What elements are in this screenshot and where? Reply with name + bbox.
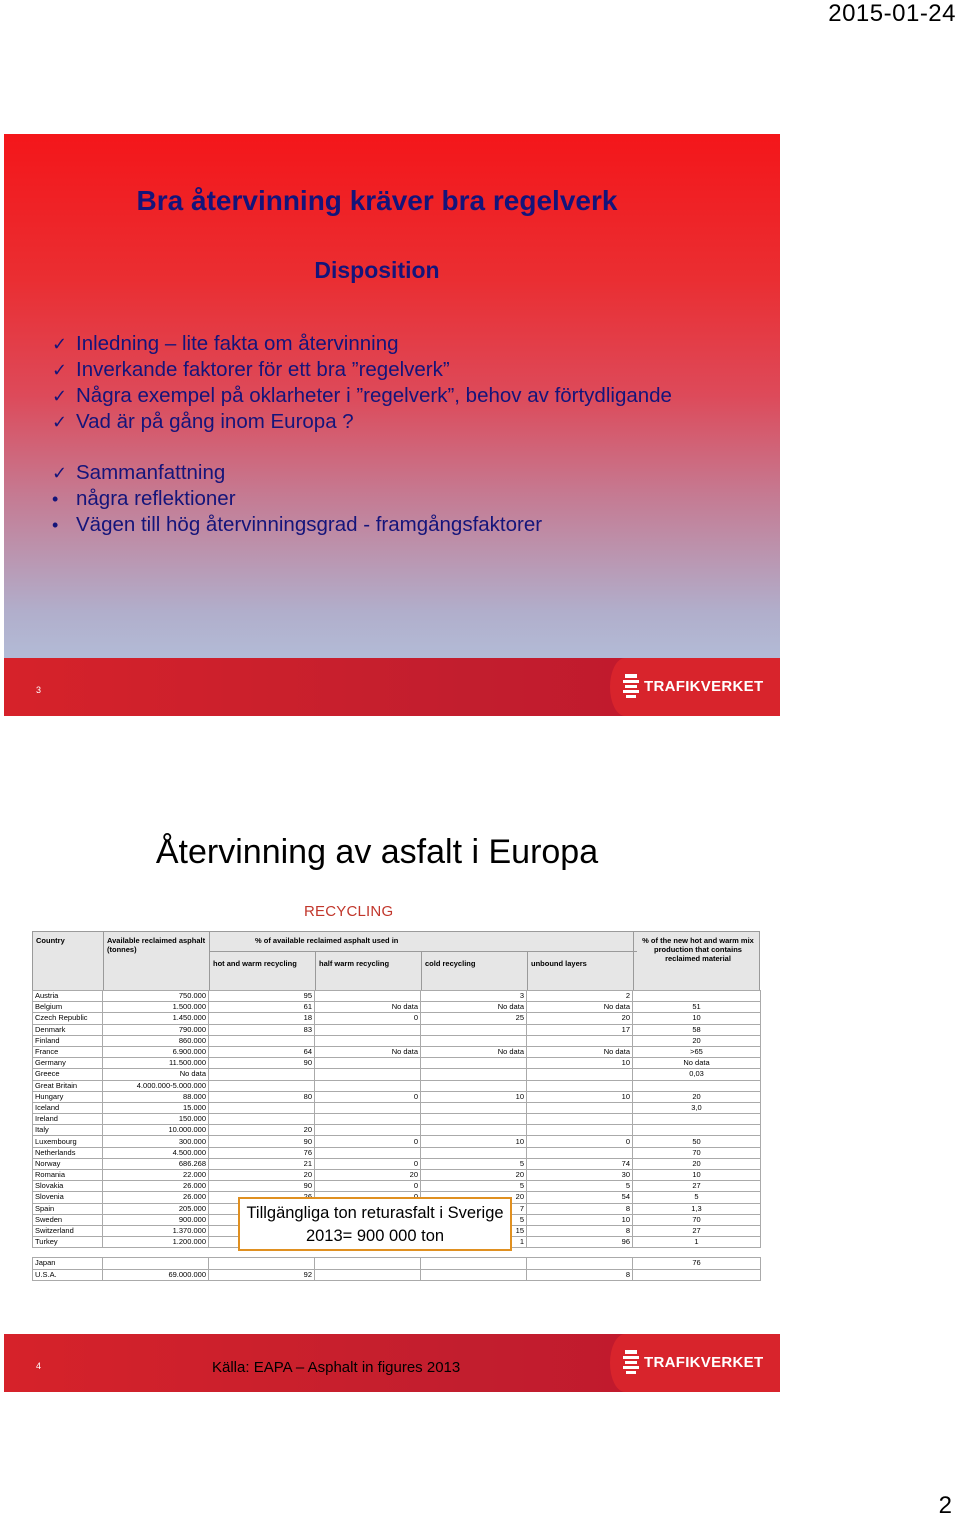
value-cell (315, 1035, 421, 1046)
country-cell: Ireland (33, 1114, 103, 1125)
value-cell (315, 1147, 421, 1158)
value-cell: 205.000 (103, 1203, 209, 1214)
value-cell (633, 1114, 761, 1125)
value-cell: 1,3 (633, 1203, 761, 1214)
value-cell: 10 (527, 1058, 633, 1069)
value-cell: 18 (209, 1013, 315, 1024)
value-cell: 1.450.000 (103, 1013, 209, 1024)
value-cell: No data (527, 1002, 633, 1013)
value-cell: No data (633, 1058, 761, 1069)
logo-text: TRAFIKVERKET (644, 678, 764, 695)
value-cell (633, 991, 761, 1002)
value-cell: 50 (633, 1136, 761, 1147)
value-cell: 70 (633, 1147, 761, 1158)
trafikverket-logo (610, 1334, 780, 1392)
table-row (33, 1013, 761, 1024)
value-cell: 11.500.000 (103, 1058, 209, 1069)
value-cell (315, 1258, 421, 1269)
value-cell (421, 1125, 527, 1136)
country-cell: Iceland (33, 1102, 103, 1113)
value-cell (421, 1269, 527, 1280)
value-cell (421, 1080, 527, 1091)
value-cell (315, 1102, 421, 1113)
table-row (33, 1058, 761, 1069)
value-cell: 900.000 (103, 1214, 209, 1225)
slide-disposition (4, 134, 780, 716)
value-cell: 7 (421, 1203, 527, 1214)
slide-number: 3 (36, 685, 42, 695)
checkmark-icon: ✓ (52, 360, 68, 380)
country-cell: Turkey (33, 1237, 103, 1248)
value-cell: 10 (421, 1136, 527, 1147)
country-cell: Czech Republic (33, 1013, 103, 1024)
value-cell: 58 (633, 1024, 761, 1035)
value-cell: 74 (527, 1158, 633, 1169)
value-cell: No data (315, 1002, 421, 1013)
value-cell (633, 1125, 761, 1136)
header-half-warm: half warm recycling (319, 959, 390, 968)
value-cell: 76 (209, 1147, 315, 1158)
value-cell: 25 (421, 1013, 527, 1024)
value-cell: 20 (421, 1170, 527, 1181)
value-cell: 26.000 (103, 1181, 209, 1192)
country-cell: France (33, 1046, 103, 1057)
value-cell (315, 1058, 421, 1069)
value-cell: 26.000 (103, 1192, 209, 1203)
table-row (33, 1091, 761, 1102)
value-cell (527, 1102, 633, 1113)
value-cell: 6.900.000 (103, 1046, 209, 1057)
country-cell: Denmark (33, 1024, 103, 1035)
value-cell: 0 (315, 1136, 421, 1147)
value-cell: 10.000.000 (103, 1125, 209, 1136)
table-row (33, 1136, 761, 1147)
value-cell: 10 (527, 1091, 633, 1102)
value-cell: 20 (633, 1035, 761, 1046)
value-cell: 88.000 (103, 1091, 209, 1102)
value-cell (527, 1125, 633, 1136)
value-cell: 61 (209, 1002, 315, 1013)
country-cell: Japan (33, 1258, 103, 1269)
header-available: Available reclaimed asphalt (tonnes) (107, 936, 206, 954)
value-cell (527, 1114, 633, 1125)
trafikverket-logo (610, 658, 780, 716)
source-text: Källa: EAPA – Asphalt in figures 2013 (212, 1359, 461, 1376)
value-cell: 10 (633, 1013, 761, 1024)
value-cell: 90 (209, 1181, 315, 1192)
header-pct-new: % of the new hot and warm mix production that contains reclaimed material (642, 936, 754, 963)
value-cell: No data (421, 1046, 527, 1057)
value-cell: 5 (421, 1158, 527, 1169)
table-row (33, 991, 761, 1002)
value-cell (315, 1080, 421, 1091)
table-row (33, 1024, 761, 1035)
country-cell: Belgium (33, 1002, 103, 1013)
value-cell (315, 1069, 421, 1080)
value-cell (421, 1069, 527, 1080)
value-cell: 860.000 (103, 1035, 209, 1046)
value-cell: 20 (633, 1091, 761, 1102)
value-cell (421, 1024, 527, 1035)
value-cell (315, 1114, 421, 1125)
value-cell: 3 (421, 991, 527, 1002)
value-cell: 96 (527, 1237, 633, 1248)
value-cell: 10 (633, 1170, 761, 1181)
country-cell: Hungary (33, 1091, 103, 1102)
country-cell: Finland (33, 1035, 103, 1046)
value-cell: No data (527, 1046, 633, 1057)
country-cell: Sweden (33, 1214, 103, 1225)
value-cell (315, 991, 421, 1002)
checkmark-icon: ✓ (52, 412, 68, 432)
value-cell: 90 (209, 1058, 315, 1069)
header-unbound: unbound layers (531, 959, 587, 968)
value-cell (633, 1269, 761, 1280)
list-item-text: några reflektioner (76, 487, 236, 510)
country-cell: Greece (33, 1069, 103, 1080)
header-pct-used: % of available reclaimed asphalt used in (255, 936, 399, 945)
value-cell: 20 (209, 1125, 315, 1136)
value-cell: 0 (315, 1181, 421, 1192)
value-cell (103, 1258, 209, 1269)
value-cell: 20 (315, 1170, 421, 1181)
value-cell (633, 1080, 761, 1091)
country-cell: U.S.A. (33, 1269, 103, 1280)
slide-subtitle: Disposition (314, 257, 440, 283)
value-cell (209, 1069, 315, 1080)
bullet-icon: • (52, 515, 59, 535)
country-cell: Italy (33, 1125, 103, 1136)
value-cell: 5 (421, 1181, 527, 1192)
bullet-icon: • (52, 489, 59, 509)
list-item-text: Några exempel på oklarheter i ”regelverk”, behov av förtydligande (76, 384, 672, 407)
value-cell: 27 (633, 1181, 761, 1192)
value-cell: 1 (421, 1237, 527, 1248)
table-row (33, 1158, 761, 1169)
value-cell: 0,03 (633, 1069, 761, 1080)
value-cell: 790.000 (103, 1024, 209, 1035)
list-item-text: Inverkande faktorer för ett bra ”regelverk” (76, 358, 450, 381)
table-row (33, 1080, 761, 1091)
value-cell: 8 (527, 1269, 633, 1280)
country-cell: Germany (33, 1058, 103, 1069)
value-cell: 80 (209, 1091, 315, 1102)
value-cell (421, 1058, 527, 1069)
value-cell: 20 (527, 1013, 633, 1024)
summary-list (50, 460, 542, 538)
table-row (33, 1125, 761, 1136)
slide-title: Återvinning av asfalt i Europa (155, 833, 599, 871)
value-cell: 4.500.000 (103, 1147, 209, 1158)
value-cell (527, 1258, 633, 1269)
value-cell: 83 (209, 1024, 315, 1035)
value-cell (209, 1035, 315, 1046)
value-cell: 21 (209, 1158, 315, 1169)
list-item (50, 409, 672, 435)
checkmark-icon: ✓ (52, 463, 68, 483)
value-cell (209, 1102, 315, 1113)
value-cell (315, 1024, 421, 1035)
value-cell: 10 (527, 1214, 633, 1225)
value-cell: 20 (633, 1158, 761, 1169)
value-cell: 300.000 (103, 1136, 209, 1147)
logo-text: TRAFIKVERKET (644, 1354, 764, 1371)
value-cell: 64 (209, 1046, 315, 1057)
list-item (50, 331, 672, 357)
value-cell: 95 (209, 991, 315, 1002)
country-cell: Romania (33, 1170, 103, 1181)
value-cell: 0 (315, 1013, 421, 1024)
slide-title: Bra återvinning kräver bra regelverk (136, 185, 618, 216)
value-cell: 2 (527, 991, 633, 1002)
value-cell: 0 (315, 1091, 421, 1102)
list-item (50, 486, 542, 512)
value-cell (421, 1147, 527, 1158)
table-row (33, 1035, 761, 1046)
list-item (50, 512, 542, 538)
value-cell (421, 1258, 527, 1269)
country-cell: Switzerland (33, 1225, 103, 1236)
country-cell: Slovenia (33, 1192, 103, 1203)
value-cell: 54 (527, 1192, 633, 1203)
value-cell: 10 (421, 1091, 527, 1102)
country-cell: Luxembourg (33, 1136, 103, 1147)
value-cell: 750.000 (103, 991, 209, 1002)
value-cell: 20 (209, 1170, 315, 1181)
value-cell: 1.500.000 (103, 1002, 209, 1013)
value-cell: 30 (527, 1170, 633, 1181)
value-cell: 15 (421, 1225, 527, 1236)
callout-box: Tillgängliga ton returasfalt i Sverige 2013= 900 000 ton (238, 1197, 512, 1251)
country-cell: Slovakia (33, 1181, 103, 1192)
list-item-text: Vad är på gång inom Europa ? (76, 410, 354, 433)
slide-footer (4, 1334, 780, 1392)
value-cell: 3,0 (633, 1102, 761, 1113)
checkmark-icon: ✓ (52, 386, 68, 406)
slide-number: 4 (36, 1361, 42, 1371)
value-cell: 17 (527, 1024, 633, 1035)
value-cell: 22.000 (103, 1170, 209, 1181)
table-row (33, 1046, 761, 1057)
header-country: Country (36, 936, 65, 945)
country-cell: Spain (33, 1203, 103, 1214)
slide-footer (4, 658, 780, 716)
value-cell: 20 (421, 1192, 527, 1203)
table-header (32, 931, 760, 991)
slide-asphalt-recycling (4, 810, 780, 1392)
header-cold: cold recycling (425, 959, 476, 968)
value-cell: 27 (633, 1225, 761, 1236)
value-cell: 15.000 (103, 1102, 209, 1113)
value-cell: 51 (633, 1002, 761, 1013)
value-cell: 0 (527, 1136, 633, 1147)
value-cell (527, 1080, 633, 1091)
list-item-text: Sammanfattning (76, 461, 226, 484)
value-cell: 92 (209, 1269, 315, 1280)
value-cell (421, 1035, 527, 1046)
table-row (33, 1069, 761, 1080)
value-cell: 5 (421, 1214, 527, 1225)
value-cell: 686.268 (103, 1158, 209, 1169)
value-cell (209, 1080, 315, 1091)
country-cell: Norway (33, 1158, 103, 1169)
checkmark-icon: ✓ (52, 334, 68, 354)
value-cell (527, 1069, 633, 1080)
value-cell: >65 (633, 1046, 761, 1057)
value-cell: 5 (527, 1181, 633, 1192)
page-number: 2 (938, 1492, 952, 1519)
value-cell: 8 (527, 1203, 633, 1214)
value-cell (209, 1258, 315, 1269)
value-cell: 150.000 (103, 1114, 209, 1125)
value-cell: 1.370.000 (103, 1225, 209, 1236)
country-cell: Austria (33, 991, 103, 1002)
table-row (33, 1114, 761, 1125)
crown-icon (622, 674, 640, 698)
country-cell: Great Britain (33, 1080, 103, 1091)
table-row (33, 1170, 761, 1181)
table-row (33, 1181, 761, 1192)
page-date: 2015-01-24 (828, 0, 956, 27)
list-item (50, 383, 672, 409)
list-item-text: Vägen till hög återvinningsgrad - framgångsfaktorer (76, 513, 543, 536)
table-row (33, 1102, 761, 1113)
list-item-text: Inledning – lite fakta om återvinning (76, 332, 399, 355)
value-cell (315, 1269, 421, 1280)
value-cell (421, 1102, 527, 1113)
table-row (33, 1258, 761, 1269)
value-cell: 5 (633, 1192, 761, 1203)
value-cell (209, 1114, 315, 1125)
header-hot-warm: hot and warm recycling (213, 959, 297, 968)
value-cell: 1.200.000 (103, 1237, 209, 1248)
value-cell: 0 (315, 1158, 421, 1169)
check-list (50, 331, 672, 435)
value-cell: No data (421, 1002, 527, 1013)
value-cell: 1 (633, 1237, 761, 1248)
value-cell: 76 (633, 1258, 761, 1269)
value-cell (315, 1125, 421, 1136)
table-caption: RECYCLING (304, 903, 394, 920)
value-cell: 90 (209, 1136, 315, 1147)
value-cell: 70 (633, 1214, 761, 1225)
value-cell: No data (103, 1069, 209, 1080)
value-cell: 69.000.000 (103, 1269, 209, 1280)
value-cell: No data (315, 1046, 421, 1057)
list-item (50, 460, 542, 486)
crown-icon (622, 1350, 640, 1374)
list-item (50, 357, 672, 383)
value-cell: 4.000.000-5.000.000 (103, 1080, 209, 1091)
table-row (33, 1269, 761, 1280)
value-cell (527, 1035, 633, 1046)
table-row (33, 1147, 761, 1158)
value-cell: 8 (527, 1225, 633, 1236)
country-cell: Netherlands (33, 1147, 103, 1158)
table-row (33, 1002, 761, 1013)
value-cell (421, 1114, 527, 1125)
value-cell (527, 1147, 633, 1158)
